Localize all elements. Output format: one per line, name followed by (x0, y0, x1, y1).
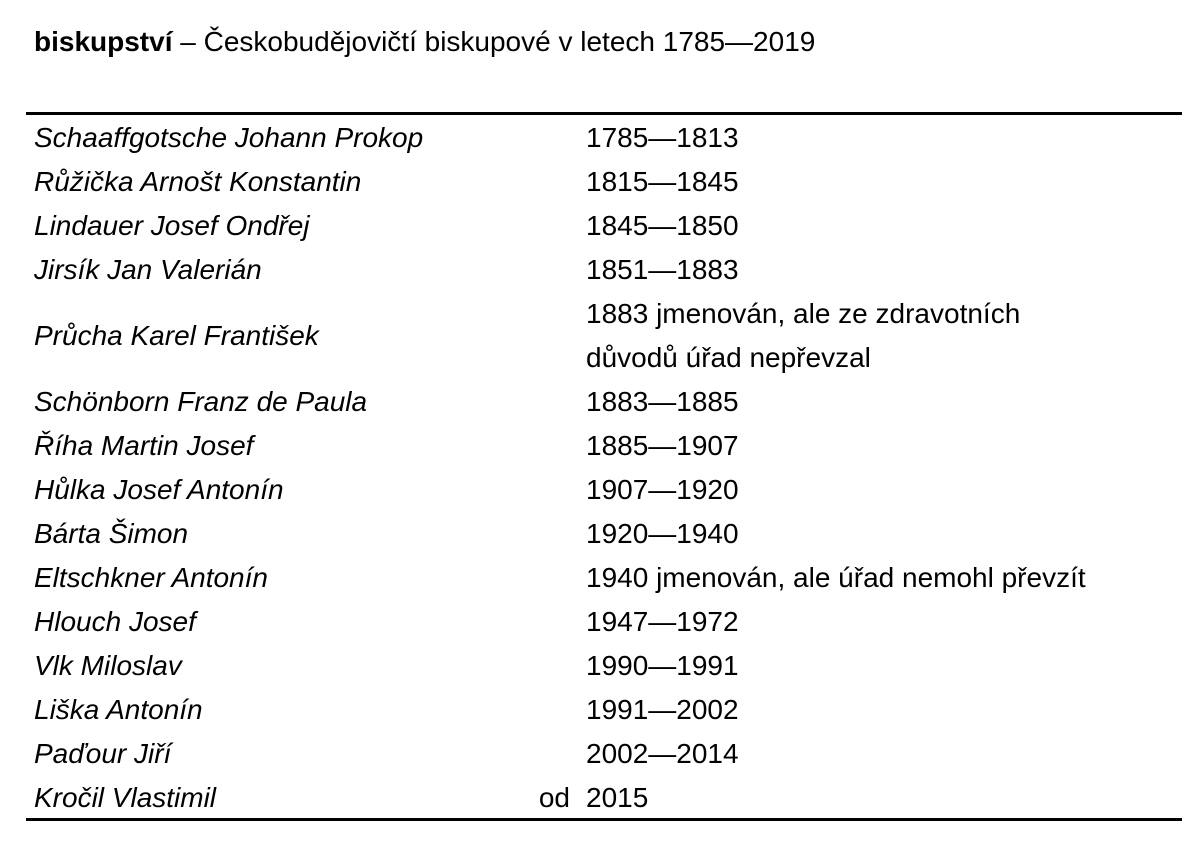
tenure-period-line: 1883 jmenován, ale ze zdravotních (586, 298, 1021, 329)
tenure-period (586, 512, 739, 556)
bishop-name: Bárta Šimon (34, 518, 189, 549)
tenure-period-line: 1920—1940 (586, 518, 739, 549)
table-row (34, 160, 1184, 204)
bishop-name: Říha Martin Josef (34, 430, 254, 461)
table-row (34, 116, 1184, 160)
bishop-name: Schaaffgotsche Johann Prokop (34, 122, 424, 153)
table-row (34, 248, 1184, 292)
table-row (34, 732, 1184, 776)
bishop-name: Kročil Vlastimil (34, 782, 217, 813)
bishop-name: Liška Antonín (34, 694, 203, 725)
tenure-period (586, 204, 739, 248)
bishop-name: Průcha Karel František (34, 320, 319, 351)
bishop-name: Hlouch Josef (34, 606, 196, 637)
table-row (34, 644, 1184, 688)
tenure-period-line: 1883—1885 (586, 386, 739, 417)
tenure-period-line: 1845—1850 (586, 210, 739, 241)
bishop-name: Schönborn Franz de Paula (34, 386, 368, 417)
bishop-name: Paďour Jiří (34, 738, 172, 769)
tenure-period-line: 1991—2002 (586, 694, 739, 725)
tenure-period-line: 1851—1883 (586, 254, 739, 285)
tenure-period-line: důvodů úřad nepřevzal (586, 342, 871, 373)
tenure-period (586, 292, 1020, 380)
tenure-period-line: 1940 jmenován, ale úřad nemohl převzít (586, 562, 1086, 593)
bishop-name: Růžička Arnošt Konstantin (34, 166, 362, 197)
period-prefix: od (538, 782, 570, 813)
bishop-name: Vlk Miloslav (34, 650, 182, 681)
table-row (34, 424, 1184, 468)
table-row (34, 292, 1184, 380)
table-row (34, 600, 1184, 644)
page-title (34, 22, 815, 62)
tenure-period-line: 1785—1813 (586, 122, 739, 153)
tenure-period-line: 1947—1972 (586, 606, 739, 637)
tenure-period (586, 160, 739, 204)
tenure-period (586, 556, 1086, 600)
table-top-rule (26, 112, 1182, 115)
tenure-period (586, 732, 739, 776)
tenure-period-line: 1907—1920 (586, 474, 739, 505)
tenure-period (586, 248, 739, 292)
tenure-period-line: 2002—2014 (586, 738, 739, 769)
title-bold-word: biskupství (34, 26, 173, 57)
tenure-period (586, 776, 648, 820)
table-row (34, 468, 1184, 512)
tenure-period-line: 2015 (586, 782, 649, 813)
title-rest: – Českobudějovičtí biskupové v letech 1785—2019 (172, 26, 816, 57)
tenure-period (586, 380, 739, 424)
table-row (34, 380, 1184, 424)
tenure-period (586, 688, 739, 732)
bishop-name: Jirsík Jan Valerián (34, 254, 262, 285)
bishop-name: Lindauer Josef Ondřej (34, 210, 310, 241)
table-row (34, 512, 1184, 556)
tenure-period (586, 424, 739, 468)
tenure-period (586, 644, 739, 688)
tenure-period-line: 1815—1845 (586, 166, 739, 197)
bishop-name: Eltschkner Antonín (34, 562, 268, 593)
tenure-period-line: 1885—1907 (586, 430, 739, 461)
tenure-period-line: 1990—1991 (586, 650, 739, 681)
table-row (34, 776, 1184, 820)
tenure-period (586, 600, 739, 644)
table-row (34, 688, 1184, 732)
table-row (34, 204, 1184, 248)
table-bottom-rule (26, 818, 1182, 821)
bishops-table (34, 116, 1184, 820)
tenure-period (586, 116, 739, 160)
tenure-period (586, 468, 739, 512)
bishop-name: Hůlka Josef Antonín (34, 474, 284, 505)
table-row (34, 556, 1184, 600)
